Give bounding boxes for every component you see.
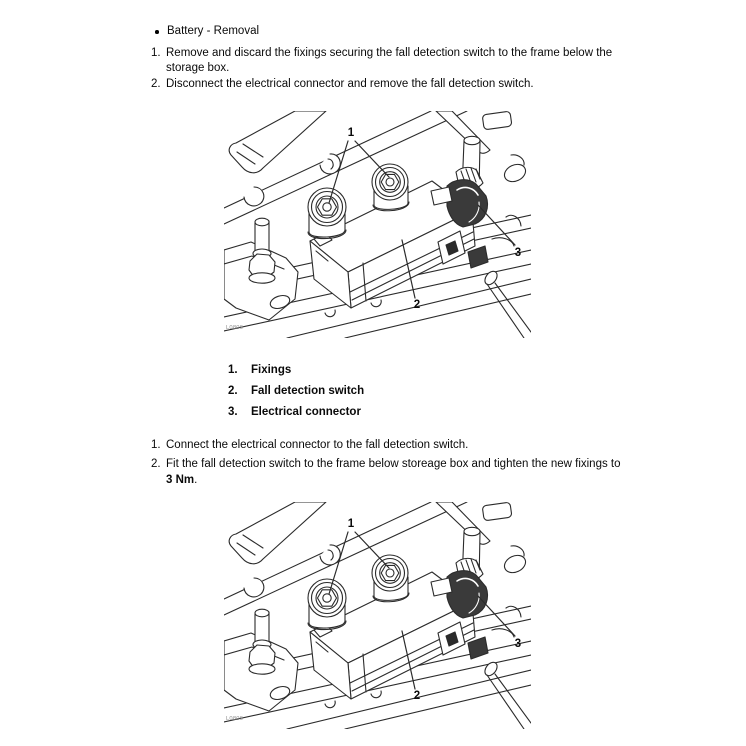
install-step-2 (151, 456, 624, 488)
removal-step-1 (151, 46, 624, 75)
legend-item-connector (228, 402, 364, 423)
legend-number: 2. (228, 385, 238, 397)
figure-fall-detection-switch-removal (224, 111, 531, 338)
step-text: Disconnect the electrical connector and remove the fall detection switch. (166, 77, 534, 90)
removal-step-2 (151, 77, 624, 92)
legend-label: Electrical connector (251, 406, 361, 418)
legend-item-fixings (228, 360, 364, 381)
step-text-pre: Fit the fall detection switch to the frame below storeage box and tighten the new fixings to (166, 458, 621, 470)
install-step-1 (151, 437, 624, 453)
legend-label: Fall detection switch (251, 385, 365, 397)
step-number: 2. (151, 77, 161, 90)
step-text-post: . (194, 474, 198, 486)
torque-value: 3 Nm (166, 474, 195, 486)
legend-number: 1. (228, 364, 238, 376)
legend-label: Fixings (251, 364, 292, 376)
step-number: 1. (151, 47, 161, 59)
removal-steps (151, 46, 624, 93)
step-text (166, 458, 621, 486)
step-number: 1. (151, 439, 161, 451)
section-bullet (153, 24, 259, 39)
figure-fall-detection-switch-install (224, 502, 531, 729)
bullet-marker (155, 30, 159, 34)
step-text: Remove and discard the fixings securing the fall detection switch to the frame below the storage box. (166, 47, 613, 74)
figure-legend (228, 360, 364, 423)
section-title: Battery - Removal (167, 25, 260, 37)
legend-number: 3. (228, 406, 238, 418)
installation-steps (151, 437, 624, 491)
legend-item-switch (228, 381, 364, 402)
step-number: 2. (151, 458, 161, 470)
step-text: Connect the electrical connector to the fall detection switch. (166, 439, 469, 451)
